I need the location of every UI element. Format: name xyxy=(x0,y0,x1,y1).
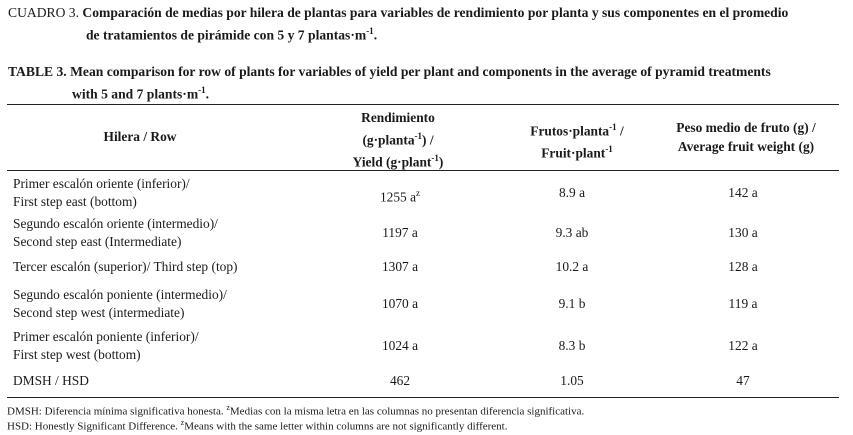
caption-en-end: . xyxy=(205,86,210,102)
header-yield-l3b: ) xyxy=(438,154,444,170)
caption-spanish xyxy=(8,4,840,45)
header-weight-l2: Average fruit weight (g) xyxy=(677,139,815,154)
header-yield-l1: Rendimiento xyxy=(361,110,435,125)
caption-es-label: CUADRO 3. xyxy=(8,5,79,20)
caption-en-line1: Mean comparison for row of plants for variables of yield per plant and components in the average of pyramid treatments xyxy=(70,64,771,79)
table-bottom-rule xyxy=(7,397,839,398)
footnote-english: HSD: Honestly Significant Difference. $^z$Means with the same letter within columns are not significantly different. xyxy=(7,418,508,433)
header-weight-col xyxy=(654,118,838,156)
header-fruits-l2sup: -1 xyxy=(605,144,613,155)
cell-fruits: 8.3 b xyxy=(558,338,586,353)
table-top-rule xyxy=(7,104,839,105)
row-label: DMSH / HSD xyxy=(13,373,89,388)
caption-es-end: . xyxy=(373,27,378,43)
cell-fruits: 8.9 a xyxy=(558,185,586,200)
header-row-col: Hilera / Row xyxy=(103,129,177,144)
caption-es-line2: de tratamientos de pirámide con 5 y 7 plantas·m xyxy=(86,27,367,43)
row-label: Primer escalón poniente (inferior)/ First step west (bottom) xyxy=(13,329,199,362)
cell-fruits: 10.2 a xyxy=(555,259,589,274)
cell-yield: 1070 a xyxy=(381,296,419,311)
header-fruits-col xyxy=(502,118,652,163)
cell-fruits: 9.3 ab xyxy=(555,225,589,240)
cell-weight: 47 xyxy=(736,373,750,388)
cell-weight: 119 a xyxy=(728,296,758,311)
footnote-spanish: DMSH: Diferencia mínima significativa honesta. $^z$Medias con la misma letra en las columnas no presentan diferencia significativa. xyxy=(7,403,585,418)
header-fruits-l1sup: -1 xyxy=(609,122,617,132)
cell-weight: 130 a xyxy=(728,225,758,240)
caption-en-line2: with 5 and 7 plants·m xyxy=(72,86,199,102)
header-yield-l2b: ) / xyxy=(422,132,434,148)
row-label: Segundo escalón poniente (intermedio)/ Second step west (intermediate) xyxy=(13,287,227,320)
caption-es-sup: -1 xyxy=(366,26,374,36)
header-weight-l1: Peso medio de fruto (g) / xyxy=(676,120,816,135)
header-fruits-l1a: Frutos·planta xyxy=(530,123,610,139)
header-fruits-l1b: / xyxy=(616,123,624,139)
caption-es-line1: Comparación de medias por hilera de plantas para variables de rendimiento por planta y sus componentes en el promedio xyxy=(82,5,789,20)
caption-english xyxy=(8,63,840,104)
cell-weight: 122 a xyxy=(728,338,758,353)
caption-en-sup: -1 xyxy=(198,85,206,95)
cell-yield: 1307 a xyxy=(381,259,419,274)
header-yield-l3sup: -1 xyxy=(431,153,439,164)
header-yield-l3a: Yield (g·plant xyxy=(352,154,432,170)
cell-weight: 128 a xyxy=(728,259,758,274)
header-fruits-l2a: Fruit·plant xyxy=(541,145,606,161)
header-yield-l2sup: -1 xyxy=(414,131,423,141)
cell-yield: 1024 a xyxy=(381,338,419,353)
cell-weight: 142 a xyxy=(728,185,758,200)
cell-fruits: 9.1 b xyxy=(558,296,586,311)
header-yield-l2a: (g·planta xyxy=(362,132,415,148)
caption-en-label: TABLE 3. xyxy=(8,64,67,79)
cell-fruits: 1.05 xyxy=(560,373,584,388)
cell-yield: 1197 a xyxy=(382,225,418,240)
row-label: Tercer escalón (superior)/ Third step (top) xyxy=(13,259,238,274)
row-label: Primer escalón oriente (inferior)/ First step east (bottom) xyxy=(13,176,190,209)
cell-yield: 462 xyxy=(389,373,411,388)
cell-yield: 1255 $a^z$ xyxy=(379,188,421,205)
table-header-rule xyxy=(7,170,839,171)
row-label: Segundo escalón oriente (intermedio)/ Second step east (Intermediate) xyxy=(13,216,218,249)
header-yield-col xyxy=(318,108,478,172)
